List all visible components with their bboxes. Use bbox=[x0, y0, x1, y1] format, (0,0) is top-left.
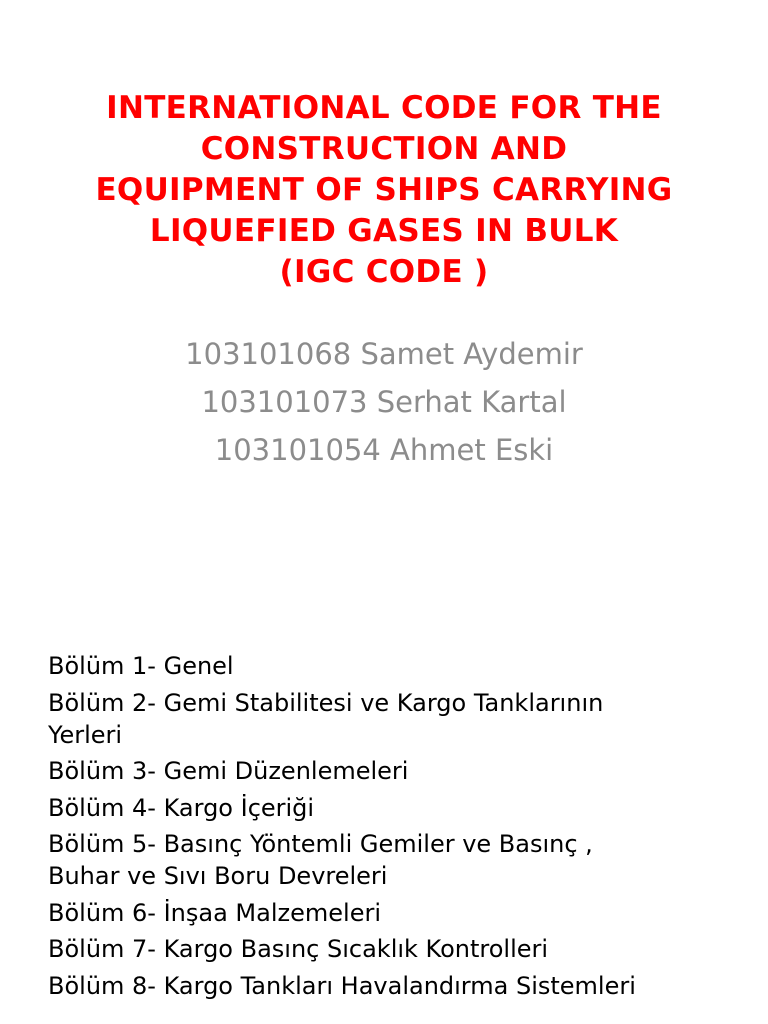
author-entry: 103101054 Ahmet Eski bbox=[214, 433, 554, 467]
chapter-item bbox=[48, 792, 748, 824]
chapter-item bbox=[48, 755, 748, 787]
title-line: (IGC CODE ) bbox=[279, 254, 489, 290]
chapter-item bbox=[48, 933, 748, 965]
chapter-line: Yerleri bbox=[48, 720, 123, 749]
chapter-item bbox=[48, 687, 748, 751]
chapter-item bbox=[48, 828, 748, 892]
title-line: EQUIPMENT OF SHIPS CARRYING bbox=[95, 172, 673, 208]
chapter-list bbox=[48, 650, 748, 1006]
author-list bbox=[0, 330, 768, 474]
chapter-line: Bölüm 4- Kargo İçeriği bbox=[48, 793, 315, 822]
chapter-line: Bölüm 6- İnşaa Malzemeleri bbox=[48, 898, 381, 927]
title-line: INTERNATIONAL CODE FOR THE bbox=[106, 90, 662, 126]
chapter-line: Bölüm 5- Basınç Yöntemli Gemiler ve Basınç , bbox=[48, 830, 593, 858]
chapter-line: Bölüm 7- Kargo Basınç Sıcaklık Kontrolleri bbox=[48, 935, 549, 963]
title-line: LIQUEFIED GASES IN BULK bbox=[149, 213, 619, 249]
title-line: CONSTRUCTION AND bbox=[200, 131, 568, 167]
chapter-line: Bölüm 1- Genel bbox=[48, 652, 234, 680]
chapter-item bbox=[48, 650, 748, 682]
chapter-item bbox=[48, 970, 748, 1002]
chapter-line: Bölüm 8- Kargo Tankları Havalandırma Sistemleri bbox=[48, 971, 636, 1000]
chapter-item bbox=[48, 897, 748, 929]
author-entry: 103101073 Serhat Kartal bbox=[201, 385, 567, 419]
author-entry: 103101068 Samet Aydemir bbox=[185, 337, 583, 371]
chapter-line: Bölüm 3- Gemi Düzenlemeleri bbox=[48, 757, 409, 785]
chapter-line: Buhar ve Sıvı Boru Devreleri bbox=[48, 862, 388, 890]
chapter-line: Bölüm 2- Gemi Stabilitesi ve Kargo Tanklarının bbox=[48, 688, 604, 717]
document-title bbox=[0, 88, 768, 293]
